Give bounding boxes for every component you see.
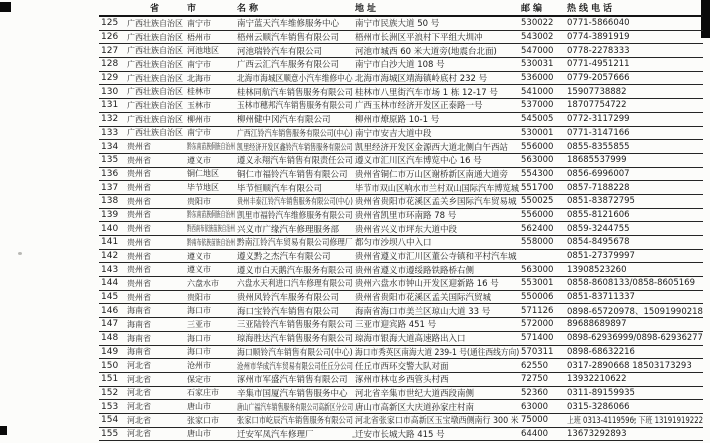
- cell-address: 凯里经济开发区金源西大道北侧白午西站: [353, 140, 519, 154]
- cell-postcode: 558000: [519, 236, 565, 250]
- cell-city: 海口市: [185, 345, 235, 359]
- cell-row-number: 155: [99, 427, 125, 441]
- table-row: [99, 99, 703, 113]
- cell-city: 三亚市: [185, 318, 235, 332]
- cell-postcode: 536000: [519, 71, 565, 85]
- cell-company-name: 辛集市国厦汽车销售服务中心: [235, 386, 353, 400]
- table-row: [99, 153, 703, 167]
- table-row: [99, 427, 703, 441]
- cell-province: 广西壮族自治区: [125, 44, 185, 58]
- cell-province: 河北省: [125, 400, 185, 414]
- cell-city: 柳州市: [185, 112, 235, 126]
- cell-province: 广西壮族自治区: [125, 112, 185, 126]
- header-province: 省: [125, 1, 185, 16]
- cell-address: 南宁市安吉大道中段: [353, 126, 519, 140]
- cell-postcode: 541000: [519, 85, 565, 99]
- cell-hotline: 0857-7188228: [565, 181, 703, 195]
- cell-row-number: 148: [99, 331, 125, 345]
- cell-company-name: 柳州健中冈汽车有限公司: [235, 112, 353, 126]
- cell-row-number: 153: [99, 400, 125, 414]
- cell-address: 北海市海城区靖海镇岭底村 232 号: [353, 71, 519, 85]
- cell-company-name: 贵州风铃汽车服务有限公司: [235, 290, 353, 304]
- cell-province: 贵州省: [125, 277, 185, 291]
- table-row: [99, 126, 703, 140]
- cell-address: 迁安市长城大路 415 号: [353, 427, 519, 441]
- cell-hotline: 18707754722: [565, 99, 703, 113]
- cell-company-name: 黔南江铃汽车贸易有限公司修理厂: [235, 236, 353, 250]
- table-row: [99, 167, 703, 181]
- cell-address: 河北省张家口市高新区玉宝墩西侧南行 300 米: [353, 413, 519, 427]
- cell-company-name: 南宁蓝天汽车维修服务中心: [235, 16, 353, 30]
- cell-row-number: 146: [99, 304, 125, 318]
- cell-address: 都匀市沙坝八中入口: [353, 236, 519, 250]
- dealer-directory-table: [99, 1, 703, 441]
- cell-row-number: 127: [99, 44, 125, 58]
- cell-city: 南宁市: [185, 16, 235, 30]
- cell-address: 梧州市长洲区平浪村下平组大圳冲: [353, 30, 519, 44]
- cell-province: 贵州省: [125, 194, 185, 208]
- cell-company-name: 广西江铃汽车销售服务有限公司(中心): [235, 126, 353, 140]
- cell-province: 贵州省: [125, 167, 185, 181]
- cell-city: 保定市: [185, 372, 235, 386]
- cell-hotline: 0771-5866040: [565, 16, 703, 30]
- cell-hotline: 18685537999: [565, 153, 703, 167]
- cell-row-number: 151: [99, 372, 125, 386]
- cell-city: 玉林市: [185, 99, 235, 113]
- scan-speck: [18, 252, 22, 255]
- cell-row-number: 147: [99, 318, 125, 332]
- cell-hotline: 0851-83711337: [565, 290, 703, 304]
- cell-row-number: 136: [99, 167, 125, 181]
- cell-address: 海南省海口市美兰区琼山大道 33 号: [353, 304, 519, 318]
- cell-postcode: 62550: [519, 359, 565, 373]
- cell-hotline: 0856-6996007: [565, 167, 703, 181]
- cell-province: 贵州省: [125, 208, 185, 222]
- cell-hotline: 0771-3147166: [565, 126, 703, 140]
- cell-company-name: 迁安军凤汽车修理厂: [235, 427, 353, 441]
- cell-province: 河北省: [125, 413, 185, 427]
- table-row: [99, 30, 703, 44]
- cell-city: 张家口市: [185, 413, 235, 427]
- cell-postcode: 530031: [519, 58, 565, 72]
- cell-company-name: 遵义永翔汽车销售有限责任公司: [235, 153, 353, 167]
- cell-company-name: 涿州市军盛汽车销售有限公司: [235, 372, 353, 386]
- cell-company-name: 铜仁市福铃汽车销售有限公司: [235, 167, 353, 181]
- cell-address: 南宁市民族大道 50 号: [353, 16, 519, 30]
- cell-company-name: 沧州市华成汽车贸易有限公司任丘分公司: [235, 359, 353, 373]
- cell-address: 贵州省遵义市汇川区董公寺镇和平村汽车城: [353, 249, 519, 263]
- cell-company-name: 张家口市屹辰汽车销售服务有限公司: [235, 413, 353, 427]
- cell-postcode: 571400: [519, 331, 565, 345]
- cell-postcode: 547000: [519, 44, 565, 58]
- cell-postcode: 556000: [519, 140, 565, 154]
- table-row: [99, 140, 703, 154]
- cell-postcode: 551700: [519, 181, 565, 195]
- cell-company-name: 六盘水天利进口汽车修理有限公司: [235, 277, 353, 291]
- cell-city: 唐山市: [185, 427, 235, 441]
- table-row: [99, 222, 703, 236]
- table-row: [99, 345, 703, 359]
- cell-row-number: 133: [99, 126, 125, 140]
- cell-company-name: 贵州丰泰江铃汽车销售服务有限公司(中心): [235, 194, 353, 208]
- cell-hotline: 0854-8495678: [565, 236, 703, 250]
- cell-city: 遵义市: [185, 249, 235, 263]
- cell-row-number: 129: [99, 71, 125, 85]
- cell-row-number: 131: [99, 99, 125, 113]
- cell-hotline: 13932210622: [565, 372, 703, 386]
- cell-postcode: [519, 249, 565, 263]
- cell-postcode: 75000: [519, 413, 565, 427]
- cell-postcode: 550006: [519, 290, 565, 304]
- cell-row-number: 125: [99, 16, 125, 30]
- cell-city: 唐山市: [185, 400, 235, 414]
- cell-address: 贵州省铜仁市万山区谢桥新区南通大道旁: [353, 167, 519, 181]
- cell-province: 贵州省: [125, 181, 185, 195]
- cell-city: 石家庄市: [185, 386, 235, 400]
- cell-city: 海口市: [185, 331, 235, 345]
- header-postcode: 邮编: [519, 1, 565, 16]
- cell-postcode: 550025: [519, 194, 565, 208]
- scan-artifact-top-left: [0, 2, 11, 12]
- cell-province: 贵州省: [125, 140, 185, 154]
- cell-hotline: 上班 0313-4119596; 下班 13191919222: [565, 413, 703, 427]
- cell-company-name: 桂林同航汽车销售服务有限公司: [235, 85, 353, 99]
- table-row: [99, 44, 703, 58]
- table-row: [99, 194, 703, 208]
- cell-province: 贵州省: [125, 153, 185, 167]
- table-row: [99, 331, 703, 345]
- cell-city: 遵义市: [185, 263, 235, 277]
- cell-row-number: 142: [99, 249, 125, 263]
- cell-row-number: 132: [99, 112, 125, 126]
- table-row: [99, 112, 703, 126]
- cell-postcode: 52360: [519, 386, 565, 400]
- cell-address: 贵州省兴义市坪东大道中段: [353, 222, 519, 236]
- cell-company-name: 遵义黔之杰汽车有限公司: [235, 249, 353, 263]
- cell-hotline: 0772-3117299: [565, 112, 703, 126]
- cell-row-number: 135: [99, 153, 125, 167]
- table-row: [99, 58, 703, 72]
- cell-city: 梧州市: [185, 30, 235, 44]
- cell-postcode: 537000: [519, 99, 565, 113]
- cell-city: 黔东南苗族侗族自治州: [185, 208, 235, 222]
- table-row: [99, 359, 703, 373]
- header-row: [99, 1, 703, 16]
- table-row: [99, 372, 703, 386]
- table-row: [99, 413, 703, 427]
- table-row: [99, 304, 703, 318]
- cell-city: 黔西南布依族苗族自治州: [185, 222, 235, 236]
- cell-province: 广西壮族自治区: [125, 16, 185, 30]
- cell-hotline: 0774-3891919: [565, 30, 703, 44]
- cell-postcode: 554300: [519, 167, 565, 181]
- cell-province: 贵州省: [125, 236, 185, 250]
- cell-address: 广西玉林市经济开发区正泰路一号: [353, 99, 519, 113]
- cell-company-name: 兴义市广缘汽车修理服务部: [235, 222, 353, 236]
- cell-company-name: 唐山广福汽车销售服务有限公司高新区分公司: [235, 400, 353, 414]
- cell-province: 贵州省: [125, 249, 185, 263]
- cell-province: 贵州省: [125, 290, 185, 304]
- cell-hotline: 0778-2278333: [565, 44, 703, 58]
- cell-row-number: 149: [99, 345, 125, 359]
- cell-address: 任丘市西环交警大队对面: [353, 359, 519, 373]
- cell-province: 广西壮族自治区: [125, 126, 185, 140]
- cell-company-name: 梧州云顺汽车销售有限公司: [235, 30, 353, 44]
- cell-postcode: 563000: [519, 153, 565, 167]
- cell-city: 六盘水市: [185, 277, 235, 291]
- table-row: [99, 386, 703, 400]
- cell-province: 河北省: [125, 386, 185, 400]
- cell-city: 沧州市: [185, 359, 235, 373]
- cell-address: 三亚市迎宾路 451 号: [353, 318, 519, 332]
- table-row: [99, 16, 703, 30]
- cell-province: 河北省: [125, 372, 185, 386]
- cell-province: 广西壮族自治区: [125, 85, 185, 99]
- table-row: [99, 400, 703, 414]
- cell-province: 贵州省: [125, 263, 185, 277]
- table-row: [99, 290, 703, 304]
- cell-hotline: 0851-83872795: [565, 194, 703, 208]
- cell-province: 海南省: [125, 304, 185, 318]
- cell-address: 贵州六盘水市钟山开发区迎新路 16 号: [353, 277, 519, 291]
- cell-hotline: 0779-2057666: [565, 71, 703, 85]
- cell-company-name: 河池瑞铃汽车有限公司: [235, 44, 353, 58]
- cell-company-name: 遵义市白天鹅汽车服务有限公司: [235, 263, 353, 277]
- scan-artifact-bottom-left: [0, 426, 7, 435]
- table-row: [99, 277, 703, 291]
- cell-province: 海南省: [125, 345, 185, 359]
- cell-row-number: 154: [99, 413, 125, 427]
- cell-hotline: 15907738882: [565, 85, 703, 99]
- cell-hotline: 0317-2890668 18503173293: [565, 359, 703, 373]
- cell-postcode: 63000: [519, 400, 565, 414]
- cell-city: 南宁市: [185, 126, 235, 140]
- cell-hotline: 0898-62936999/0898-62936277: [567, 333, 703, 344]
- cell-province: 广西壮族自治区: [125, 30, 185, 44]
- cell-city: 遵义市: [185, 153, 235, 167]
- cell-city: 桂林市: [185, 85, 235, 99]
- cell-postcode: 543002: [519, 30, 565, 44]
- header-name: 名称: [235, 1, 353, 16]
- cell-address: 琼海市银海大道高速路出入口: [353, 331, 519, 345]
- cell-address: 河北省辛集市世纪大道西段南侧: [353, 386, 519, 400]
- cell-city: 铜仁地区: [185, 167, 235, 181]
- cell-company-name: 凯里市福铃汽车维修服务有限公司: [235, 208, 353, 222]
- cell-postcode: 64400: [519, 427, 565, 441]
- cell-postcode: 563000: [519, 263, 565, 277]
- cell-postcode: 545005: [519, 112, 565, 126]
- cell-row-number: 130: [99, 85, 125, 99]
- cell-hotline: 0771-4951211: [565, 58, 703, 72]
- cell-hotline: 0855-8121606: [565, 208, 703, 222]
- cell-province: 海南省: [125, 318, 185, 332]
- cell-postcode: 572000: [519, 318, 565, 332]
- cell-postcode: 570311: [519, 345, 565, 359]
- cell-city: 黔南布依族苗族自治州: [185, 236, 235, 250]
- cell-city: 贵阳市: [185, 194, 235, 208]
- header-address: 地址: [353, 1, 519, 16]
- cell-row-number: 143: [99, 263, 125, 277]
- cell-hotline: 89688689897: [565, 318, 703, 332]
- header-hotline: 热线电话: [565, 1, 703, 16]
- cell-postcode: 553001: [519, 277, 565, 291]
- cell-address: 贵州省贵阳市花溪区孟关国际汽贸城: [353, 290, 519, 304]
- cell-city: 海口市: [185, 304, 235, 318]
- cell-address: 遵义市汇川区汽车博览中心 16 号: [353, 153, 519, 167]
- cell-row-number: 139: [99, 208, 125, 222]
- cell-postcode: 530022: [519, 16, 565, 30]
- cell-address: 贵州省遵义市遵绥路铁路桥右侧: [353, 263, 519, 277]
- cell-postcode: 530001: [519, 126, 565, 140]
- cell-hotline: 0311-89159935: [565, 386, 703, 400]
- cell-company-name: 海口宝铃汽车销售有限公司: [235, 304, 353, 318]
- cell-hotline: 0859-3244755: [565, 222, 703, 236]
- cell-hotline: 0898-65720978、15091990218: [565, 304, 703, 318]
- cell-company-name: 三亚陆铃汽车销售服务有限公司: [235, 318, 353, 332]
- cell-company-name: 毕节恒顺汽车有限公司: [235, 181, 353, 195]
- table-row: [99, 85, 703, 99]
- table-row: [99, 181, 703, 195]
- cell-city: 黔东南苗族侗族自治州: [185, 140, 235, 154]
- table-row: [99, 249, 703, 263]
- cell-company-name: 琼海胜达汽车销售服务有限公司: [235, 331, 353, 345]
- cell-row-number: 152: [99, 386, 125, 400]
- cell-hotline: 13673292893: [565, 427, 703, 441]
- cell-address: 南宁市白沙大道 108 号: [353, 58, 519, 72]
- table-row: [99, 263, 703, 277]
- cell-row-number: 145: [99, 290, 125, 304]
- cell-row-number: 150: [99, 359, 125, 373]
- cell-postcode: 571126: [519, 304, 565, 318]
- cell-postcode: 562400: [519, 222, 565, 236]
- cell-row-number: 144: [99, 277, 125, 291]
- cell-hotline: 0851-27379997: [565, 249, 703, 263]
- cell-hotline: 0315-3286066: [565, 400, 703, 414]
- cell-row-number: 138: [99, 194, 125, 208]
- cell-address: 毕节市双山区响水市兰村双山国际汽车博览城: [353, 181, 519, 195]
- cell-address: 海口市秀英区南海大道 239-1 号(通往西线方向): [353, 345, 519, 359]
- cell-province: 广西壮族自治区: [125, 58, 185, 72]
- cell-postcode: 556000: [519, 208, 565, 222]
- cell-city: 河池地区: [185, 44, 235, 58]
- cell-province: 海南省: [125, 331, 185, 345]
- header-city: 市: [185, 1, 235, 16]
- cell-city: 南宁市: [185, 58, 235, 72]
- cell-province: 河北省: [125, 427, 185, 441]
- cell-row-number: 126: [99, 30, 125, 44]
- cell-province: 贵州省: [125, 222, 185, 236]
- cell-city: 贵阳市: [185, 290, 235, 304]
- cell-company-name: 玉林市穗邦汽车销售服务有限公司: [235, 99, 353, 113]
- cell-province: 河北省: [125, 359, 185, 373]
- cell-city: 毕节地区: [185, 181, 235, 195]
- cell-postcode: 72750: [519, 372, 565, 386]
- cell-address: 柳州市燎原路 10-1 号: [353, 112, 519, 126]
- cell-address: 唐山市高新区大庆道孙家庄村南: [353, 400, 519, 414]
- cell-province: 广西壮族自治区: [125, 99, 185, 113]
- cell-city: 北海市: [185, 71, 235, 85]
- cell-row-number: 141: [99, 236, 125, 250]
- cell-hotline: 13908523260: [565, 263, 703, 277]
- cell-hotline: 0898-68632216: [565, 345, 703, 359]
- cell-hotline: 0858-8608133/0858-8605169: [565, 277, 703, 291]
- table-row: [99, 208, 703, 222]
- table-row: [99, 71, 703, 85]
- cell-address: 贵州省凯里市环南路 78 号: [353, 208, 519, 222]
- cell-hotline: 0855-8355855: [565, 140, 703, 154]
- cell-row-number: 128: [99, 58, 125, 72]
- cell-row-number: 134: [99, 140, 125, 154]
- table-row: [99, 236, 703, 250]
- cell-address: 桂林市八里街汽车市场 1 栋 12-17 号: [353, 85, 519, 99]
- cell-company-name: 凯里经济开发区鑫铃汽车销售服务有限公司: [235, 140, 353, 154]
- cell-province: 广西壮族自治区: [125, 71, 185, 85]
- cell-company-name: 广西云汇汽车服务有限公司: [235, 58, 353, 72]
- cell-address: 贵州省贵阳市花溪区孟关乡国际汽车贸易城: [353, 194, 519, 208]
- cell-row-number: 137: [99, 181, 125, 195]
- cell-address: 河池市城西 60 米大道旁(地震台北面): [353, 44, 519, 58]
- cell-company-name: 北海市海城区顺意小汽车维修中心: [235, 71, 353, 85]
- cell-company-name: 海口顺铃汽车销售有限公司(中心): [235, 345, 353, 359]
- cell-row-number: 140: [99, 222, 125, 236]
- header-row-number: [99, 1, 125, 16]
- table-row: [99, 318, 703, 332]
- cell-address: 涿州市林屯乡西管头村西: [353, 372, 519, 386]
